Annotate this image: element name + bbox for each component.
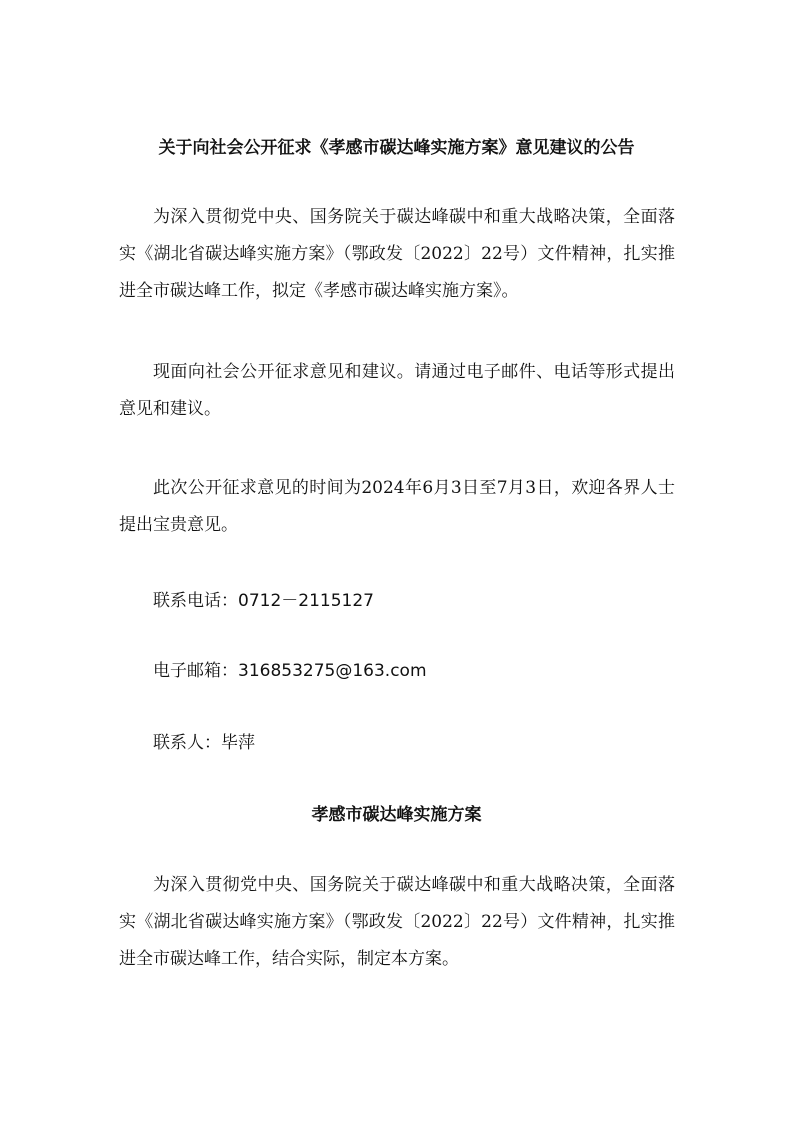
contact-phone-line — [153, 589, 374, 613]
email-line — [153, 659, 427, 683]
contact-phone-value: 0712－2115127 — [238, 591, 374, 611]
plan-title: 孝感市碳达峰实施方案 — [311, 805, 482, 825]
contact-person-value: 毕萍 — [221, 733, 255, 753]
solicitation-paragraph: 现面向社会公开征求意见和建议。请通过电子邮件、电话等形式提出意见和建议。 — [119, 362, 675, 419]
email-label: 电子邮箱： — [153, 661, 238, 681]
contact-person-label: 联系人： — [153, 733, 221, 753]
email-value: 316853275@163.com — [238, 661, 427, 681]
period-paragraph: 此次公开征求意见的时间为2024年6月3日至7月3日，欢迎各界人士提出宝贵意见。 — [119, 478, 675, 535]
contact-person-line — [153, 731, 255, 755]
contact-phone-label: 联系电话： — [153, 591, 238, 611]
plan-intro-paragraph: 为深入贯彻党中央、国务院关于碳达峰碳中和重大战略决策，全面落实《湖北省碳达峰实施方案》（鄂政发〔2022〕22号）文件精神，扎实推进全市碳达峰工作，结合实际，制定本方案。 — [119, 875, 675, 969]
announcement-title: 关于向社会公开征求《孝感市碳达峰实施方案》意见建议的公告 — [158, 138, 635, 158]
intro-paragraph: 为深入贯彻党中央、国务院关于碳达峰碳中和重大战略决策，全面落实《湖北省碳达峰实施方案》（鄂政发〔2022〕22号）文件精神，扎实推进全市碳达峰工作，拟定《孝感市碳达峰实施方案》。 — [119, 207, 675, 301]
